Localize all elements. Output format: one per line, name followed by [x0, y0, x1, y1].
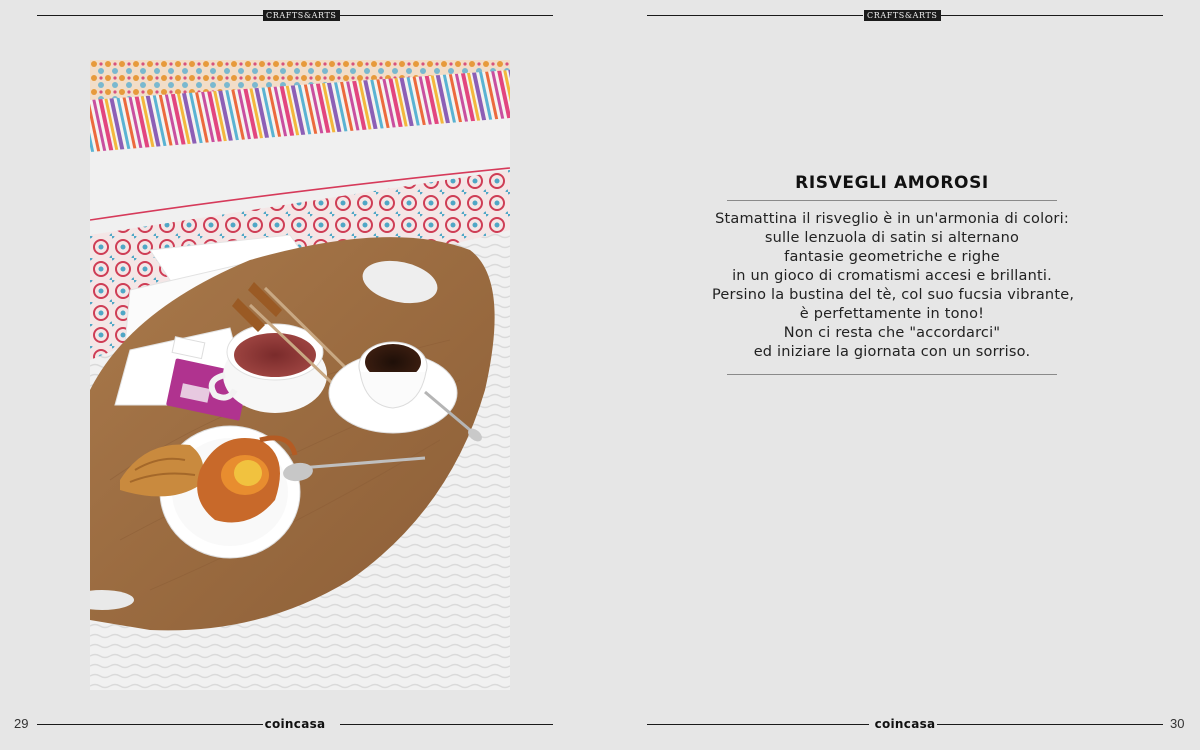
article-line: Non ci resta che "accordarci": [783, 325, 1001, 341]
footer-rule-left: [647, 724, 869, 725]
article: [712, 172, 1075, 375]
footer-rule-right: [340, 724, 553, 725]
footer-brand: coincasa: [264, 717, 326, 731]
footer-rule-left: [37, 724, 263, 725]
footer-rule-right: [937, 724, 1163, 725]
article-title: RISVEGLI AMOROSI: [795, 173, 989, 193]
header-rule-right: [941, 15, 1163, 16]
header-tag: CRAFTS&ARTS: [263, 10, 340, 21]
article-bottom-rule: [727, 374, 1057, 375]
article-line: Stamattina il risveglio è in un'armonia di colori:: [715, 211, 1069, 227]
article-line: in un gioco di cromatismi accesi e brillanti.: [732, 268, 1052, 284]
article-line: è perfettamente in tono!: [799, 306, 985, 322]
breakfast-tray-photo: [90, 60, 510, 690]
header-rule-left: [37, 15, 263, 16]
article-line: Persino la bustina del tè, col suo fucsia vibrante,: [712, 287, 1075, 303]
article-body: [712, 210, 1075, 362]
article-line: sulle lenzuola di satin si alternano: [764, 230, 1020, 246]
header-tag: CRAFTS&ARTS: [864, 10, 941, 21]
footer-brand: coincasa: [874, 717, 936, 731]
article-line: ed iniziare la giornata con un sorriso.: [753, 344, 1031, 360]
article-line: fantasie geometriche e righe: [784, 249, 1000, 265]
header-rule-left: [647, 15, 863, 16]
article-top-rule: [727, 200, 1057, 201]
page-number: 29: [14, 716, 29, 731]
right-page: [600, 0, 1200, 750]
page-number: 30: [1170, 716, 1185, 731]
header-rule-right: [340, 15, 553, 16]
